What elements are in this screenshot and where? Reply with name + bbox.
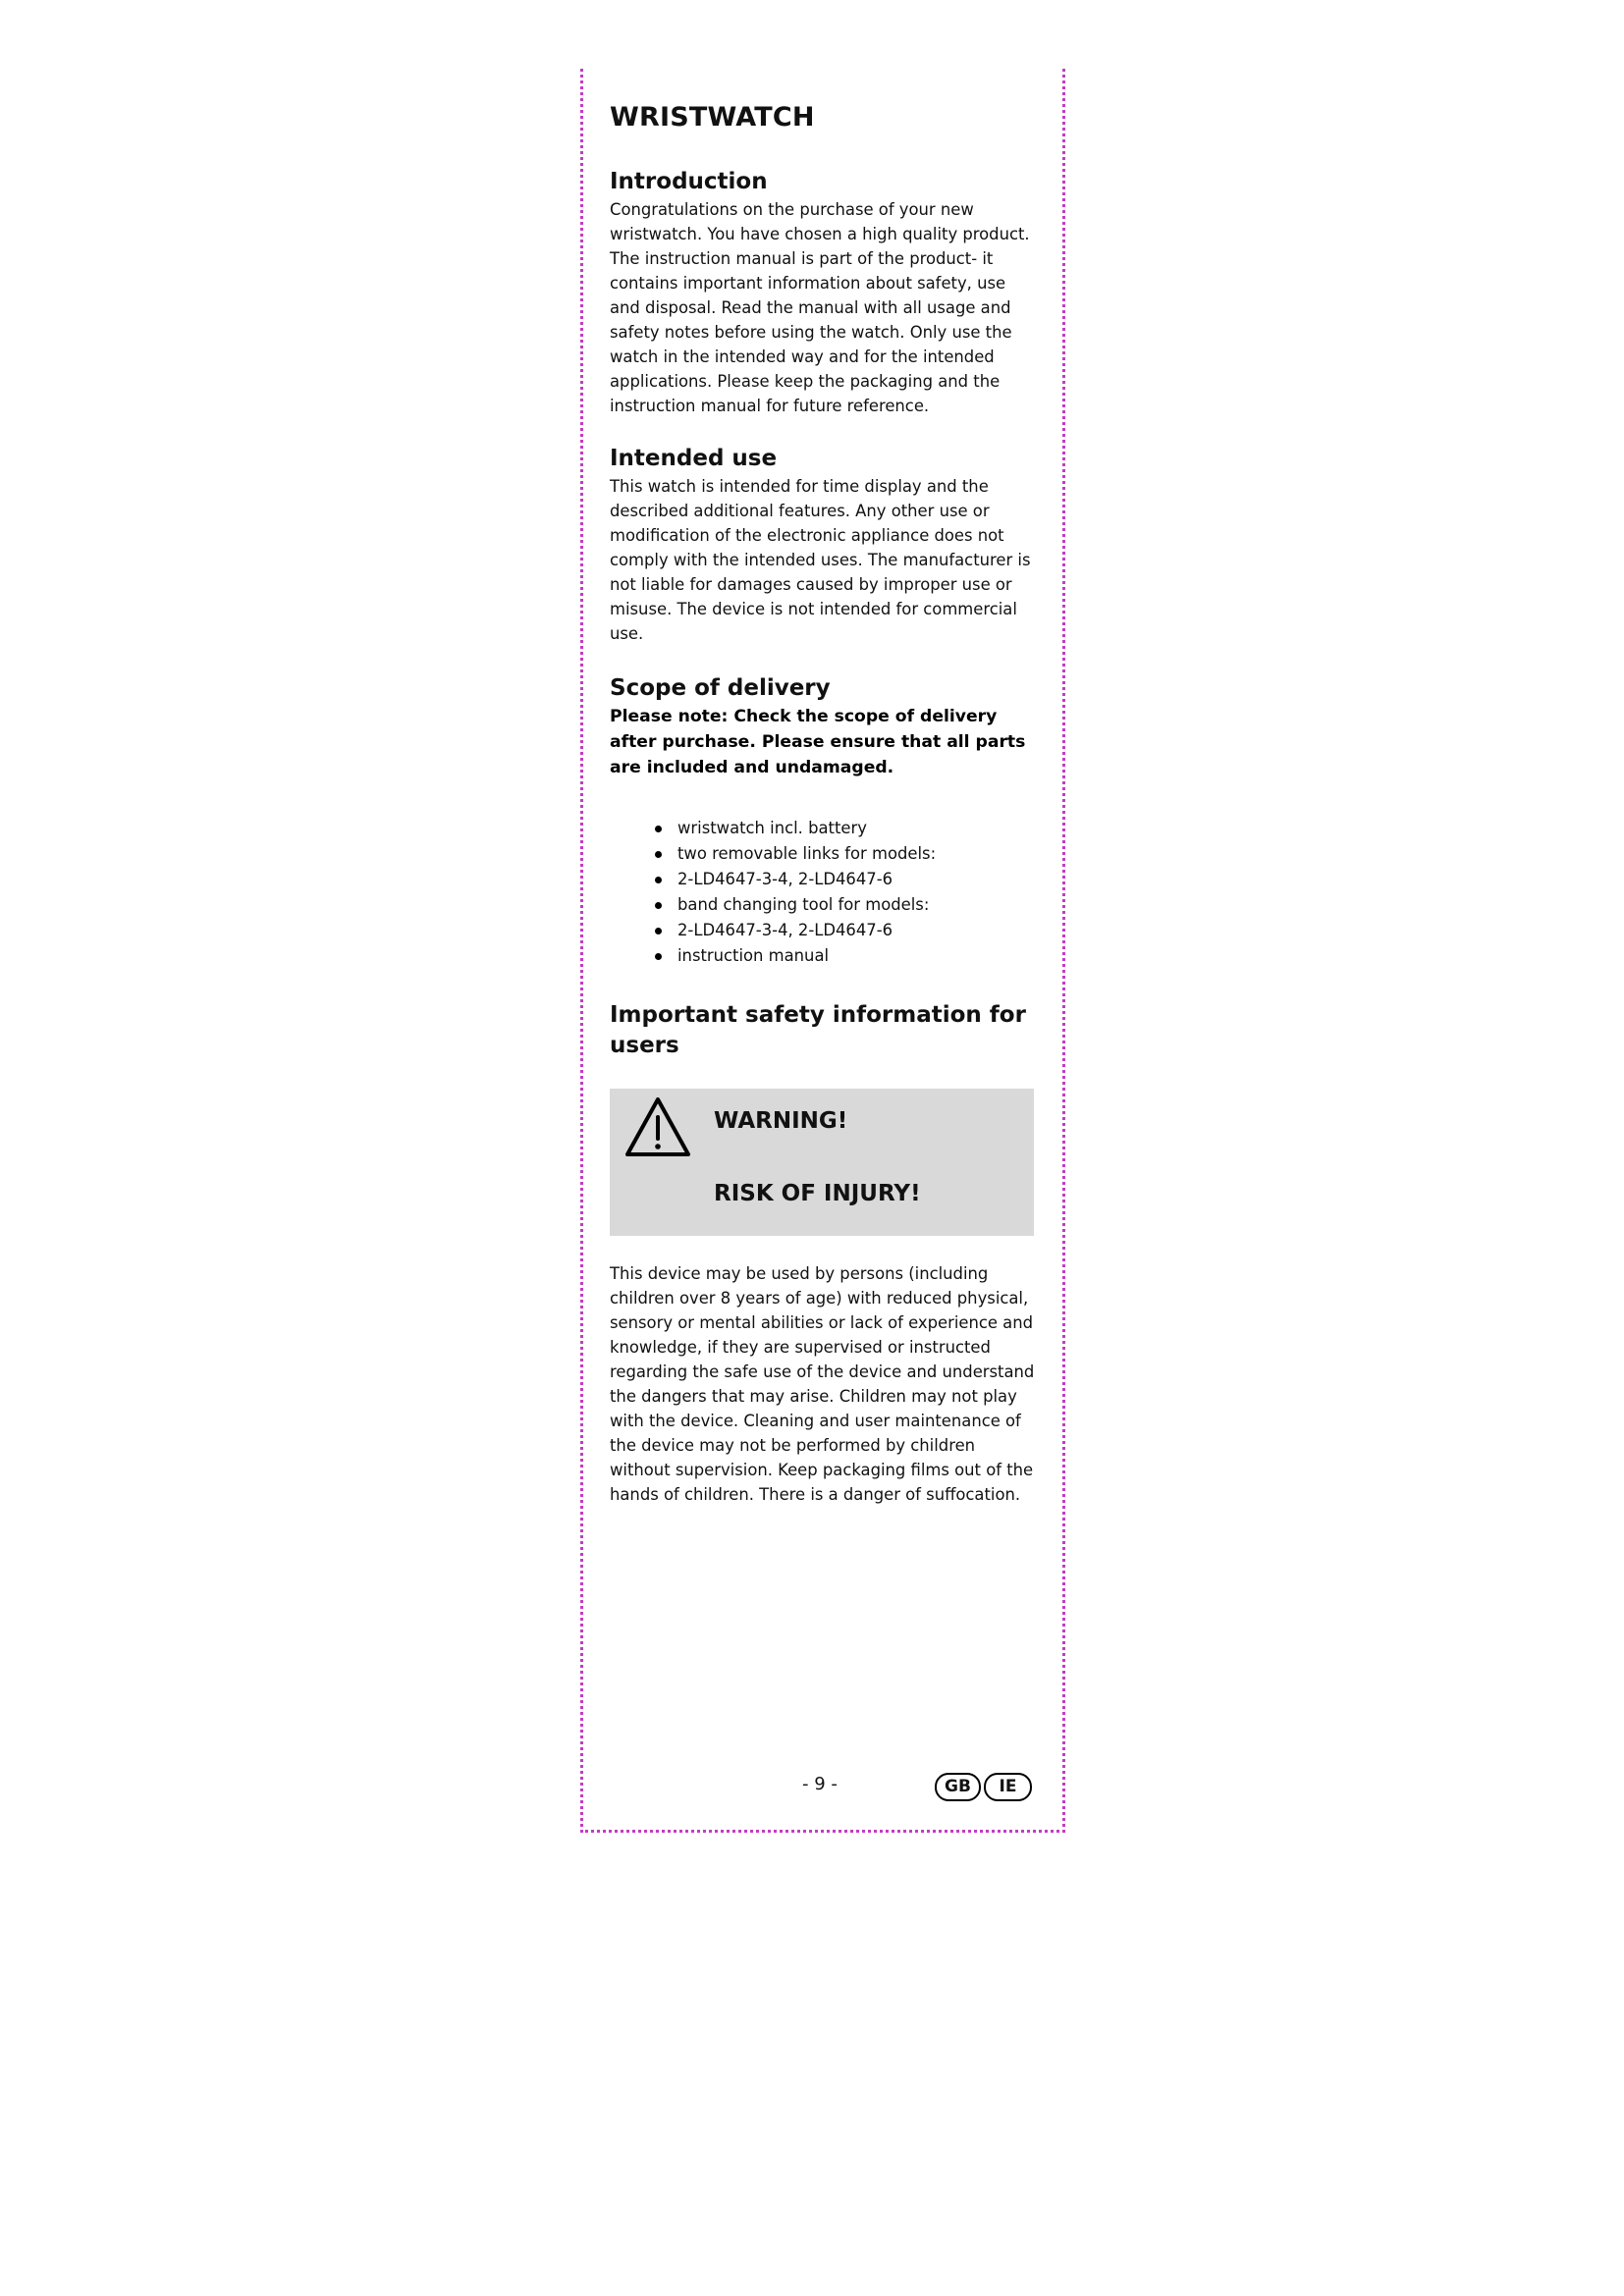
list-item: 2-LD4647-3-4, 2-LD4647-6 <box>655 918 1039 943</box>
country-badge-gb: GB <box>935 1773 981 1801</box>
list-item: band changing tool for models: <box>655 892 1039 918</box>
country-badge-ie: IE <box>984 1773 1032 1801</box>
introduction-text: Congratulations on the purchase of your new wristwatch. You have chosen a high quality product. The instruction manual is part of the product- it contains important information about safety, use and disposal. Read the manual with all usage and safety notes before using the watch. Only use the watch in the intended way and for the intended applications. Please keep the packaging and the instruction manual for future reference. <box>610 200 1030 415</box>
scope-note: Please note: Check the scope of delivery after purchase. Please ensure that all parts are included and undamaged. <box>610 707 1026 777</box>
list-item: wristwatch incl. battery <box>655 816 1039 841</box>
section-scope-of-delivery <box>610 673 1039 969</box>
list-item: 2-LD4647-3-4, 2-LD4647-6 <box>655 867 1039 892</box>
introduction-heading: Introduction <box>610 169 768 194</box>
warning-box <box>610 1089 1034 1236</box>
document-title: WRISTWATCH <box>610 102 815 133</box>
document-content <box>610 102 1039 1507</box>
delivery-list <box>610 816 1039 969</box>
warning-title: WARNING! <box>714 1108 848 1134</box>
scope-heading: Scope of delivery <box>610 675 831 701</box>
page-number: - 9 - <box>802 1774 838 1794</box>
safety-text: This device may be used by persons (including children over 8 years of age) with reduced physical, sensory or mental abilities or lack of experience and knowledge, if they are supervised or instructed regarding the safe use of the device and understand the dangers that may arise. Children may not play with the device. Cleaning and user maintenance of the device may not be performed by children without supervision. Keep packaging films out of the hands of children. There is a danger of suffocation. <box>610 1264 1035 1504</box>
intended-use-text: This watch is intended for time display and the described additional features. Any other use or modification of the electronic appliance does not comply with the intended uses. The manufacturer is not liable for damages caused by improper use or misuse. The device is not intended for commercial use. <box>610 477 1031 643</box>
section-intended-use <box>610 444 1039 646</box>
list-item: two removable links for models: <box>655 841 1039 867</box>
section-safety <box>610 1000 1039 1507</box>
section-introduction <box>610 167 1039 418</box>
safety-heading: Important safety information for users <box>610 1002 1026 1058</box>
warning-triangle-icon <box>623 1095 692 1159</box>
country-badges <box>935 1773 1032 1801</box>
list-item: instruction manual <box>655 943 1039 969</box>
intended-use-heading: Intended use <box>610 446 778 471</box>
warning-subtitle: RISK OF INJURY! <box>714 1181 921 1206</box>
